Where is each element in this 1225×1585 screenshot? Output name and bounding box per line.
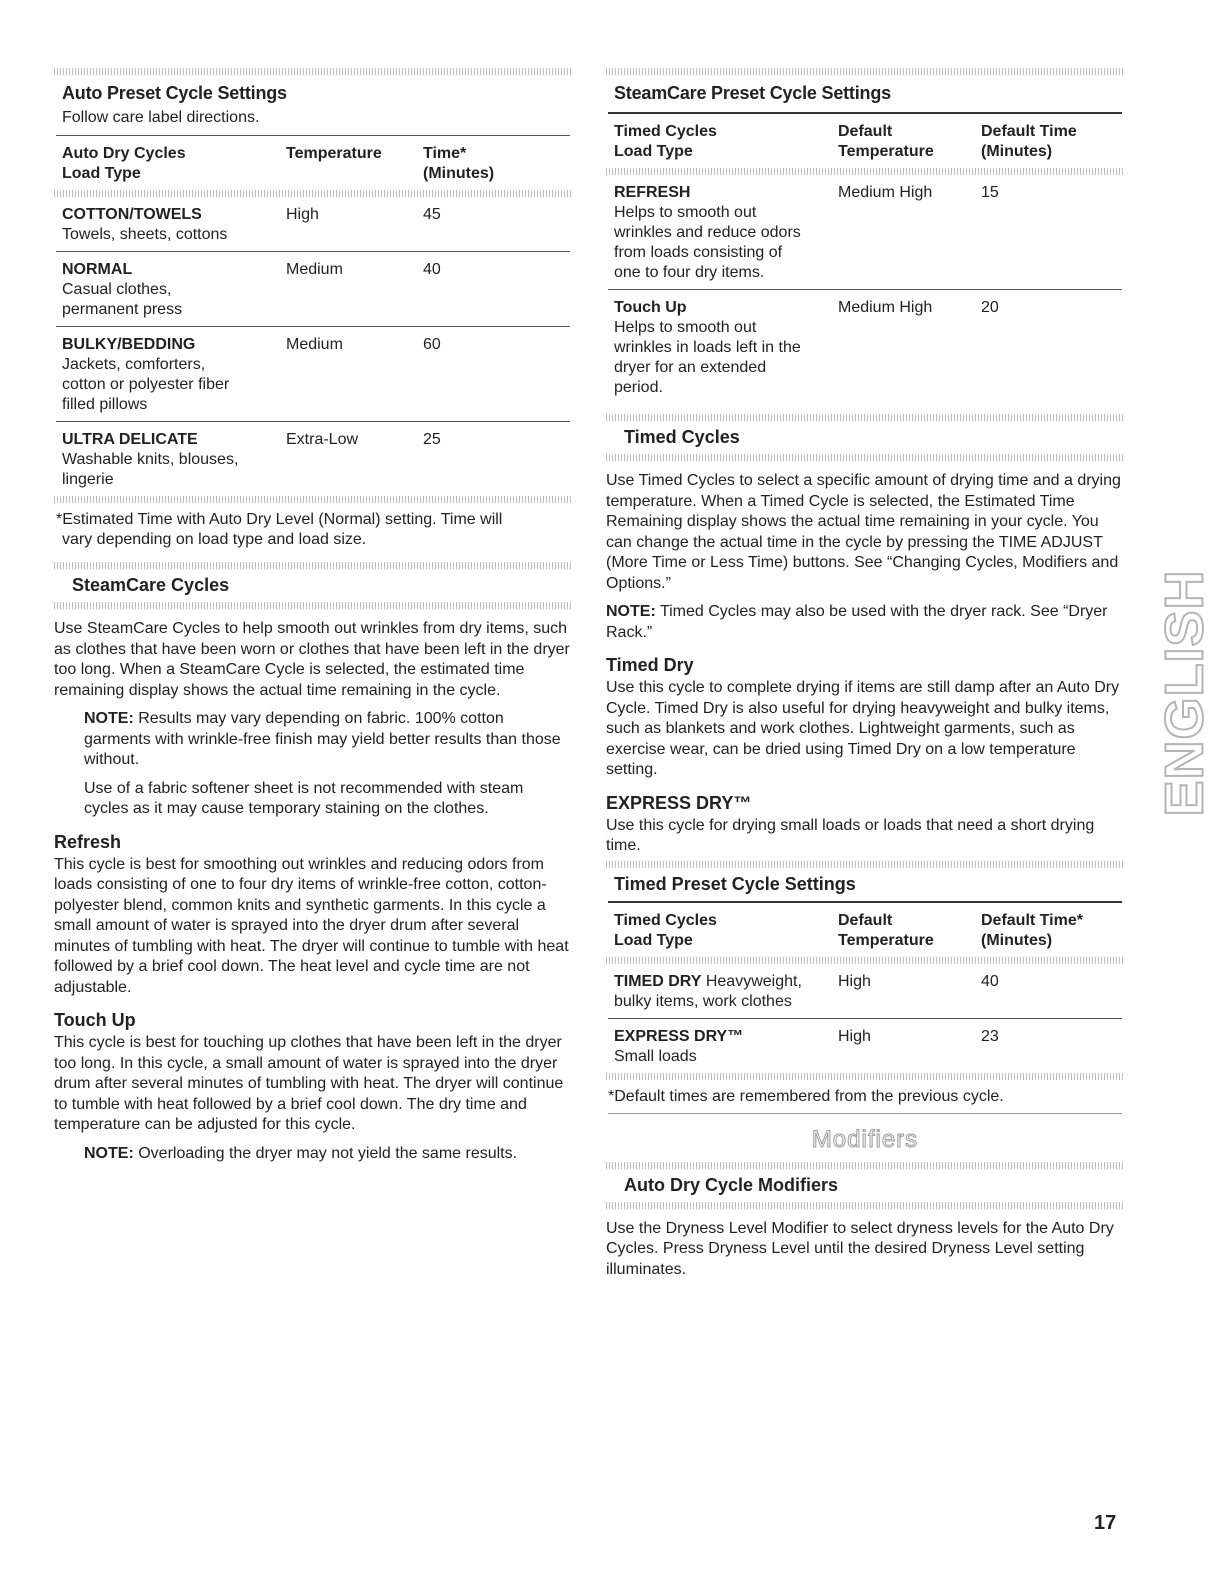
note-label: NOTE: bbox=[84, 1144, 134, 1162]
cycle-desc: dryer for an extended bbox=[614, 359, 767, 376]
cycle-time: 60 bbox=[423, 336, 441, 353]
section-divider bbox=[606, 861, 1124, 868]
cycle-desc: period. bbox=[614, 379, 663, 396]
steamcare-note bbox=[54, 709, 572, 771]
cycle-desc: Small loads bbox=[614, 1047, 697, 1065]
header-cycles: Timed Cycles bbox=[614, 123, 717, 140]
cycle-time: 45 bbox=[423, 206, 441, 223]
table-row bbox=[54, 197, 572, 251]
table-row bbox=[606, 175, 1124, 289]
cycle-time: 25 bbox=[423, 431, 441, 448]
express-dry-text: Use this cycle for drying small loads or loads that need a short drying time. bbox=[606, 816, 1095, 854]
cycle-time: 23 bbox=[981, 1027, 999, 1045]
auto-dry-modifiers-heading: Auto Dry Cycle Modifiers bbox=[624, 1174, 839, 1195]
table-row bbox=[54, 252, 572, 326]
header-default: Default bbox=[838, 911, 893, 929]
note-text: Results may vary depending on fabric. 100% cotton garments with wrinkle-free finish may yield better results than those without. bbox=[84, 710, 561, 768]
cycle-desc: Helps to smooth out bbox=[614, 319, 757, 336]
cycle-desc: permanent press bbox=[62, 301, 183, 318]
cycle-temperature: High bbox=[286, 206, 319, 223]
header-cycles: Auto Dry Cycles bbox=[62, 145, 186, 162]
footnote-line: vary depending on load type and load size. bbox=[62, 531, 367, 548]
table-row bbox=[606, 290, 1124, 404]
cycle-desc: from loads consisting of bbox=[614, 244, 783, 261]
steamcare-note-2: Use of a fabric softener sheet is not recommended with steam cycles as it may cause temporary staining on the clothes. bbox=[84, 779, 524, 817]
touch-up-heading: Touch Up bbox=[54, 1010, 136, 1030]
steamcare-intro: Use SteamCare Cycles to help smooth out wrinkles from dry items, such as clothes that have been worn or clothes that have been left in the dryer too long. When a SteamCare Cycle is selected, the estimated time remaining display shows the actual time remaining in the cycle. bbox=[54, 620, 570, 699]
header-temperature: Temperature bbox=[838, 143, 934, 160]
auto-preset-title: Auto Preset Cycle Settings bbox=[62, 83, 287, 103]
cycle-name: EXPRESS DRY™ bbox=[614, 1027, 744, 1045]
section-divider bbox=[606, 454, 1124, 461]
cycle-desc: Towels, sheets, cottons bbox=[62, 226, 228, 243]
table-header-row bbox=[606, 903, 1124, 957]
table-row bbox=[606, 964, 1124, 1018]
timed-dry-text: Use this cycle to complete drying if items are still damp after an Auto Dry Cycle. Timed Dry is also useful for drying heavyweight and bulky items, such as blankets and work clothes. Lightweight garments, such as exercise wear, can be dried using Timed Dry on a low temperature setting. bbox=[606, 679, 1120, 778]
cycle-temperature: High bbox=[838, 1027, 871, 1045]
section-divider bbox=[606, 414, 1124, 421]
header-minutes: (Minutes) bbox=[981, 143, 1053, 160]
note-text: Timed Cycles may also be used with the dryer rack. See “Dryer Rack.” bbox=[606, 603, 1108, 641]
language-label: ENGLISH bbox=[1155, 569, 1215, 817]
timed-preset-footnote: *Default times are remembered from the previous cycle. bbox=[608, 1087, 1004, 1105]
section-divider bbox=[606, 1202, 1124, 1209]
cycle-name: NORMAL bbox=[62, 261, 133, 278]
timed-cycles-heading: Timed Cycles bbox=[624, 427, 740, 447]
cycle-desc: Jackets, comforters, bbox=[62, 356, 206, 373]
cycle-name: BULKY/BEDDING bbox=[62, 336, 196, 353]
table-header-divider bbox=[54, 190, 572, 197]
cycle-time: 40 bbox=[981, 972, 999, 990]
table-row bbox=[54, 327, 572, 421]
timed-preset-title: Timed Preset Cycle Settings bbox=[614, 873, 856, 894]
header-cycles: Timed Cycles bbox=[614, 911, 717, 929]
express-dry-heading: EXPRESS DRY™ bbox=[606, 792, 752, 813]
auto-preset-footnote bbox=[54, 503, 572, 556]
section-divider bbox=[606, 1162, 1124, 1169]
touch-up-text: This cycle is best for touching up clothes that have been left in the dryer too long. In this cycle, a small amount of water is sprayed into the dryer drum after several minutes of tumbling with heat. The dryer will continue to tumble with heat followed by a brief cool down. The dry time and temperature can be adjusted for this cycle. bbox=[54, 1034, 564, 1133]
header-load-type: Load Type bbox=[614, 931, 693, 949]
table-header-row bbox=[54, 136, 572, 190]
section-divider bbox=[54, 562, 572, 569]
header-time: Time* bbox=[423, 145, 467, 162]
cycle-name: Touch Up bbox=[614, 299, 687, 316]
table-row bbox=[606, 1019, 1124, 1073]
cycle-time: 40 bbox=[423, 261, 441, 278]
cycle-desc: Helps to smooth out bbox=[614, 204, 757, 221]
modifiers-heading: Modifiers bbox=[811, 1125, 919, 1153]
note-text: Overloading the dryer may not yield the same results. bbox=[133, 1144, 518, 1162]
cycle-temperature: Medium bbox=[286, 336, 343, 353]
table-header-divider bbox=[606, 168, 1124, 175]
cycle-time: 15 bbox=[981, 184, 999, 201]
refresh-heading: Refresh bbox=[54, 831, 122, 852]
header-temperature: Temperature bbox=[838, 931, 934, 949]
steamcare-preset-title: SteamCare Preset Cycle Settings bbox=[614, 83, 891, 103]
footnote-line: *Estimated Time with Auto Dry Level (Normal) setting. Time will bbox=[56, 511, 503, 528]
cycle-name: TIMED DRY bbox=[614, 972, 702, 990]
timed-cycles-note bbox=[606, 602, 1124, 643]
cycle-temperature: Medium High bbox=[838, 184, 933, 201]
section-divider bbox=[54, 68, 572, 75]
header-default: Default bbox=[838, 123, 893, 140]
table-bottom-divider bbox=[606, 1073, 1124, 1080]
table-header-row bbox=[606, 114, 1124, 168]
cycle-time: 20 bbox=[981, 299, 999, 316]
cycle-desc: filled pillows bbox=[62, 396, 148, 413]
modifiers-text: Use the Dryness Level Modifier to select dryness levels for the Auto Dry Cycles. Press Dryness Level until the desired Dryness Level setting illuminates. bbox=[606, 1219, 1114, 1278]
touch-up-note bbox=[54, 1144, 572, 1165]
header-minutes: (Minutes) bbox=[423, 165, 495, 182]
header-load-type: Load Type bbox=[62, 165, 141, 182]
cycle-name: REFRESH bbox=[614, 184, 691, 201]
cycle-temperature: High bbox=[838, 972, 871, 990]
cycle-desc: lingerie bbox=[62, 471, 114, 488]
cycle-temperature: Extra-Low bbox=[286, 431, 359, 448]
right-column bbox=[606, 68, 1124, 1288]
cycle-desc: Washable knits, blouses, bbox=[62, 451, 239, 468]
cycle-temperature: Medium bbox=[286, 261, 343, 278]
table-row bbox=[54, 422, 572, 496]
header-load-type: Load Type bbox=[614, 143, 693, 160]
cycle-name: ULTRA DELICATE bbox=[62, 431, 198, 448]
cycle-desc: bulky items, work clothes bbox=[614, 992, 792, 1010]
section-divider bbox=[54, 602, 572, 609]
note-label: NOTE: bbox=[606, 603, 656, 620]
cycle-desc: wrinkles in loads left in the bbox=[614, 339, 801, 356]
section-divider bbox=[606, 68, 1124, 75]
refresh-text: This cycle is best for smoothing out wrinkles and reducing odors from loads consisting of one to four dry items of wrinkle-free cotton, cotton-polyester blend, common knits and synthetic garments. In this cycle a small amount of water is sprayed into the dryer drum after several minutes of tumbling with heat. The dryer will continue to tumble with heat followed by a brief cool down. The heat level and cycle time are not adjustable. bbox=[54, 855, 569, 996]
header-default-time: Default Time bbox=[981, 123, 1077, 140]
cycle-temperature: Medium High bbox=[838, 299, 933, 316]
cycle-desc: Casual clothes, bbox=[62, 281, 172, 298]
cycle-desc: one to four dry items. bbox=[614, 264, 765, 281]
cycle-name: COTTON/TOWELS bbox=[62, 206, 202, 223]
header-temperature: Temperature bbox=[286, 145, 382, 162]
header-minutes: (Minutes) bbox=[981, 931, 1053, 949]
language-side-tab bbox=[1150, 569, 1220, 817]
timed-cycles-intro: Use Timed Cycles to select a specific amount of drying time and a drying temperature. When a Timed Cycle is selected, the Estimated Time Remaining display shows the actual time remaining in your cycle. You can change the actual time in the cycle by pressing the TIME ADJUST (More Time or Less Time) buttons. See “Changing Cycles, Modifiers and Options.” bbox=[606, 472, 1121, 592]
cycle-desc: wrinkles and reduce odors bbox=[614, 224, 801, 241]
table-header-divider bbox=[606, 957, 1124, 964]
timed-dry-heading: Timed Dry bbox=[606, 655, 694, 675]
cycle-desc-inline: Heavyweight, bbox=[701, 972, 802, 990]
note-label: NOTE: bbox=[84, 710, 134, 727]
header-default-time: Default Time* bbox=[981, 911, 1083, 929]
cycle-desc: cotton or polyester fiber bbox=[62, 376, 230, 393]
auto-preset-subtitle: Follow care label directions. bbox=[62, 109, 260, 126]
left-column bbox=[54, 68, 572, 1172]
steamcare-cycles-heading: SteamCare Cycles bbox=[72, 575, 230, 595]
page-number: 17 bbox=[1094, 1512, 1117, 1534]
table-bottom-divider bbox=[54, 496, 572, 503]
